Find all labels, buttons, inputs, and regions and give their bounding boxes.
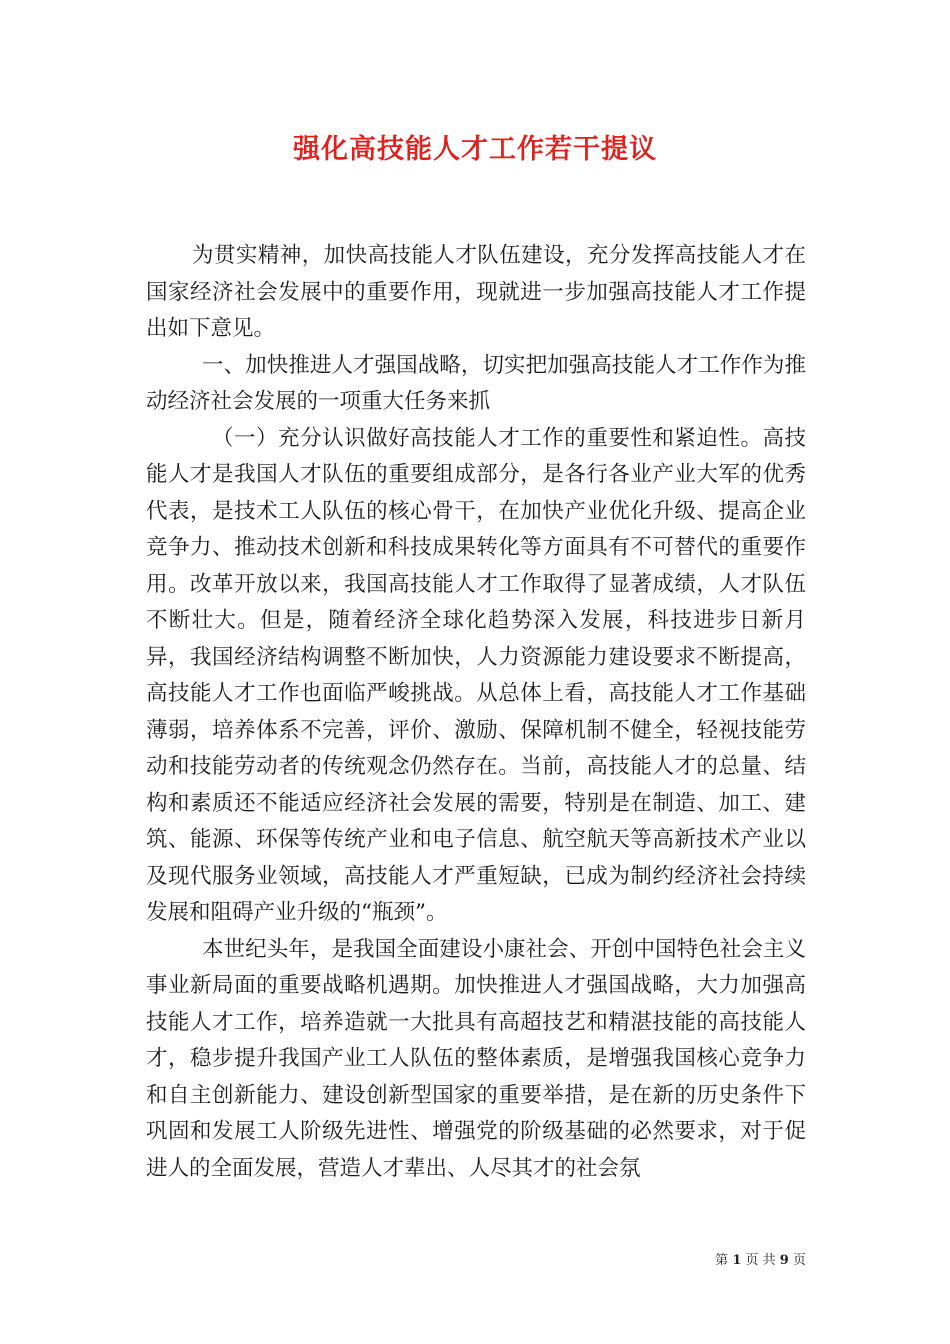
document-body bbox=[146, 238, 806, 1187]
footer-suffix: 页 bbox=[792, 1253, 806, 1268]
page-number-footer bbox=[715, 1249, 806, 1268]
current-page-number: 1 bbox=[732, 1253, 742, 1268]
subsection-paragraph-1: （一）充分认识做好高技能人才工作的重要性和紧迫性。高技能人才是我国人才队伍的重要组成部分，是各行各业产业大军的优秀代表，是技术工人队伍的核心骨干，在加快产业优化升级、提高企业竞争力、推动技术创新和科技成果转化等方面具有不可替代的重要作用。改革开放以来，我国高技能人才工作取得了显著成绩，人才队伍不断壮大。但是，随着经济全球化趋势深入发展，科技进步日新月异，我国经济结构调整不断加快，人力资源能力建设要求不断提高，高技能人才工作也面临严峻挑战。从总体上看，高技能人才工作基础薄弱，培养体系不完善，评价、激励、保障机制不健全，轻视技能劳动和技能劳动者的传统观念仍然存在。当前，高技能人才的总量、结构和素质还不能适应经济社会发展的需要，特别是在制造、加工、建筑、能源、环保等传统产业和电子信息、航空航天等高新技术产业以及现代服务业领域，高技能人才严重短缺，已成为制约经济社会持续发展和阻碍产业升级的“瓶颈”。 bbox=[146, 425, 806, 925]
total-pages-number: 9 bbox=[779, 1253, 789, 1268]
footer-prefix: 第 bbox=[715, 1253, 729, 1268]
section-heading-1: 一、加快推进人才强国战略，切实把加强高技能人才工作作为推动经济社会发展的一项重大任务来抓 bbox=[146, 352, 806, 414]
document-title: 强化高技能人才工作若干提议 bbox=[293, 134, 657, 165]
intro-paragraph: 为贯实精神，加快高技能人才队伍建设，充分发挥高技能人才在国家经济社会发展中的重要作用，现就进一步加强高技能人才工作提出如下意见。 bbox=[146, 243, 806, 341]
body-paragraph: 本世纪头年，是我国全面建设小康社会、开创中国特色社会主义事业新局面的重要战略机遇期。加快推进人才强国战略，大力加强高技能人才工作，培养造就一大批具有高超技艺和精湛技能的高技能人才，稳步提升我国产业工人队伍的整体素质，是增强我国核心竞争力和自主创新能力、建设创新型国家的重要举措，是在新的历史条件下巩固和发展工人阶级先进性、增强党的阶级基础的必然要求，对于促进人的全面发展，营造人才辈出、人尽其才的社会氛 bbox=[146, 936, 806, 1181]
footer-middle: 页 共 bbox=[745, 1253, 776, 1268]
